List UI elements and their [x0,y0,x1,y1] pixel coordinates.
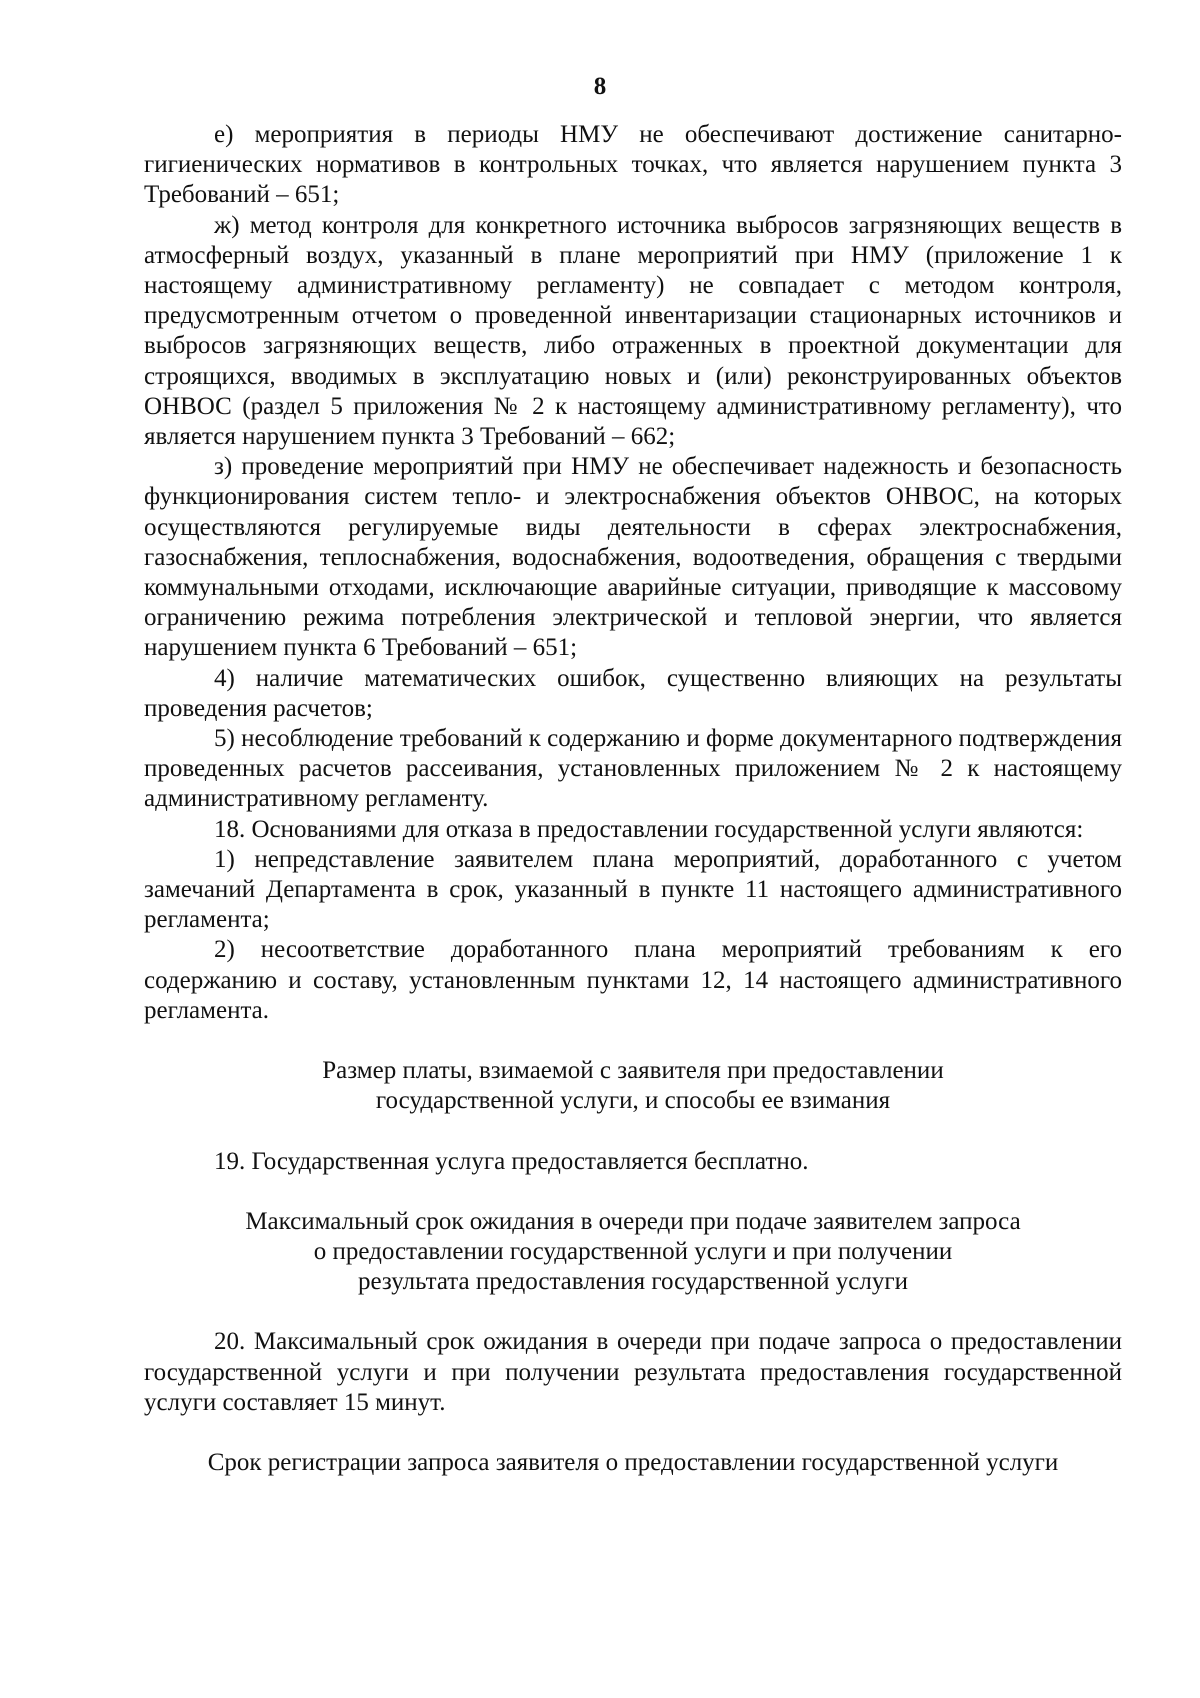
section-heading-wait-line-1: Максимальный срок ожидания в очереди при подаче заявителем запроса [245,1207,1021,1235]
section-heading-wait-line-2: о предоставлении государственной услуги и при получении [313,1237,953,1265]
section-heading-fee-line-2: государственной услуги, и способы ее взимания [375,1087,891,1115]
paragraph-zh: ж) метод контроля для конкретного источника выбросов загрязняющих веществ в атмосферный воздух, указанный в плане мероприятий при НМУ (приложение 1 к настоящему административному регламенту) не совпадает с методом контроля, предусмотренным отчетом о проведенной инвентаризации стационарных источников и выбросов загрязняющих веществ, либо отраженных в проектной документации для строящихся, вводимых в эксплуатацию новых и (или) реконструированных объектов ОНВОС (раздел 5 приложения № 2 к настоящему административному регламенту), что является нарушением пункта 3 Требований – 662; [144,211,1122,451]
paragraph-18: 18. Основаниями для отказа в предоставлении государственной услуги являются: [214,815,1084,843]
paragraph-z: з) проведение мероприятий при НМУ не обеспечивает надежность и безопасность функционирования систем тепло- и электроснабжения объектов ОНВОС, на которых осуществляются регулируемые виды деятельности в сферах электроснабжения, газоснабжения, теплоснабжения, водоснабжения, водоотведения, обращения с твердыми коммунальными отходами, исключающие аварийные ситуации, приводящие к массовому ограничению режима потребления электрической и тепловой энергии, что является нарушением пункта 6 Требований – 651; [144,453,1122,662]
section-heading-fee [144,1056,1122,1116]
section-heading-wait-line-3: результата предоставления государственной услуги [358,1268,908,1296]
paragraph-e: е) мероприятия в периоды НМУ не обеспечивают достижение санитарно-гигиенических нормативов в контрольных точках, что является нарушением пункта 3 Требований – 651; [144,121,1122,209]
section-heading-fee-line-1: Размер платы, взимаемой с заявителя при предоставлении [322,1057,944,1085]
section-heading-registration: Срок регистрации запроса заявителя о предоставлении государственной услуги [207,1448,1059,1476]
paragraph-18-2: 2) несоответствие доработанного плана мероприятий требованиям к его содержанию и составу, установленным пунктами 12, 14 настоящего административного регламента. [144,936,1122,1024]
page-number: 8 [593,73,607,100]
paragraph-18-1: 1) непредставление заявителем плана мероприятий, доработанного с учетом замечаний Департамента в срок, указанный в пункте 11 настоящего административного регламента; [144,845,1122,934]
paragraph-4: 4) наличие математических ошибок, существенно влияющих на результаты проведения расчетов; [144,664,1122,722]
paragraph-20: 20. Максимальный срок ожидания в очереди при подаче запроса о предоставлении государственной услуги и при получении результата предоставления государственной услуги составляет 15 минут. [144,1328,1122,1416]
document-body [144,120,1122,1478]
section-heading-wait [144,1207,1122,1298]
paragraph-5: 5) несоблюдение требований к содержанию и форме документарного подтверждения проведенных расчетов рассеивания, установленных приложением № 2 к настоящему административному регламенту. [144,725,1122,813]
paragraph-19: 19. Государственная услуга предоставляется бесплатно. [214,1147,809,1175]
